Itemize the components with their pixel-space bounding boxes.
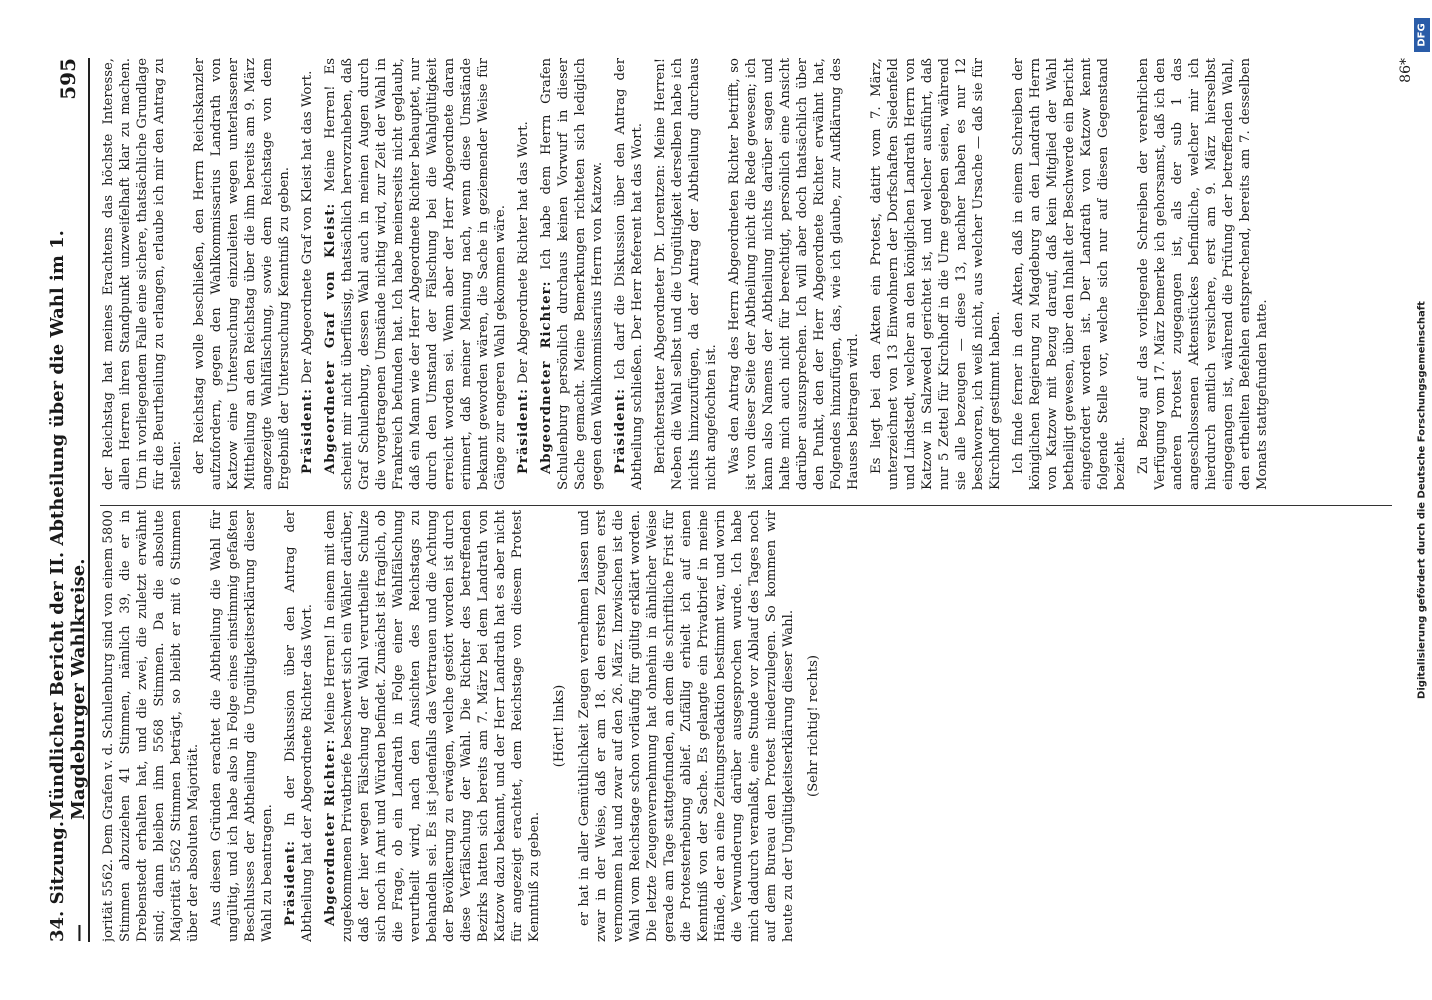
paragraph-text: Der Abgeordnete Richter hat das Wort.: [516, 121, 531, 384]
speaker-label: Abgeordneter Graf von Kleist:: [323, 202, 338, 474]
page-title: Mündlicher Bericht der II. Abtheilung über die Wahl im 1. Magdeburger Wahlkreise.: [47, 230, 89, 821]
signature-mark: 86*: [1398, 58, 1414, 83]
credit-text: Digitalisierung gefördert durch die Deutsche Forschungsgemeinschaft: [1416, 301, 1428, 699]
speaker-label: Präsident:: [613, 387, 628, 474]
speaker-label: Abgeordneter Richter:: [539, 280, 554, 474]
paragraph: [299, 58, 316, 490]
paragraph: Aus diesen Gründen erachtet die Abtheilung die Wahl für ungültig, und ich habe also in Folge eines einstimmig gefaßten Beschlusses der Abtheilung die Ungültigkeitserklärung dieser Wahl zu beantragen.: [209, 510, 275, 942]
session-label: 34. Sitzung. —: [47, 821, 89, 942]
speaker-label: Präsident:: [283, 839, 298, 926]
quoted-letter: Zu Bezug auf das vorliegende Schreiben der verehrlichen Verfügung vom 17. März bemerke ich gehorsamst, daß ich den anderen Protest zugegangen ist, als der sub 1 das angeschlossenen Aktenstückes befindliche, welcher mir ich hierdurch amtlich versichere, erst am 9. März hierselbst eingegangen ist, während die Prüfung der betreffenden Wahl, den ertheilten Befehlen entsprechend, bereits am 7. desselben Monats stattgefunden hatte.: [1136, 58, 1270, 490]
paragraph-text: Ich darf die Diskussion über den Antrag der Abtheilung schließen. Der Herr Referent hat das Wort.: [613, 58, 645, 490]
digitization-credit: [1414, 20, 1430, 980]
paragraph-text: Meine Herren! Es scheint mir nicht überflüssig, thatsächlich hervorzuheben, daß Graf Schulenburg, dessen Wahl auch in meinen Augen durch die vorgetragenen Umstände nichtig wird, zur Zeit der Wahl in Frankreich befunden hat. Ich habe meinerseits nicht geglaubt, daß ein Mann wie der Herr Abgeordnete Richter behauptet, nur durch den Umstand der Fälschung bei die Wahlgültigkeit erreicht worden sei. Wenn aber der Herr Abgeordnete daran erinnert, daß meiner Meinung nach, wenn diese Umstände bekannt geworden wären, die Sache in geziemender Weise für Gänge zur engeren Wahl gekommen wäre.: [323, 58, 508, 490]
interjection: (Hört! links): [552, 684, 567, 768]
paragraph: [322, 510, 543, 942]
paragraph: [538, 58, 606, 490]
left-column: [100, 510, 1392, 942]
page-header: [48, 58, 90, 942]
speaker-label: Abgeordneter Richter:: [323, 738, 338, 926]
paragraph: jorität 5562. Dem Grafen v. d. Schulenburg sind von einem 5800 Stimmen abzuziehen 41 Stimmen, nämlich 39, die er in Drebenstedt erhalten hat, und die zwei, die zuletzt erwähnt sind; dann bleiben ihm 5568 Stimmen. Da die absolute Majorität 5562 Stimmen beträgt, so bleibt er mit 6 Stimmen über der absoluten Majorität.: [101, 510, 201, 942]
paragraph-text: In der Diskussion über den Antrag der Abtheilung hat der Abgeordnete Richter das Wort.: [283, 510, 315, 942]
dfg-logo-text: DFG: [1416, 23, 1428, 47]
paragraph: [612, 58, 646, 490]
paragraph-text: Ich habe dem Herrn Grafen Schulenburg persönlich durchaus keinen Vorwurf in dieser Sache gemacht. Meine Bemerkungen richteten sich lediglich gegen den Wahlkommissarius Herrn von Katzow.: [539, 58, 605, 490]
right-column: [100, 58, 1392, 490]
dfg-logo: [1414, 18, 1430, 52]
paragraph: Was den Antrag des Herrn Abgeordneten Richter betrifft, so ist von dieser Seite der Abtheilung nicht die Rede gewesen; ich kann also Namens der Abtheilung nichts darüber sagen und halte mich auch nicht für berechtigt, persönlich eine Ansicht darüber auszusprechen. Ich will aber doch thatsächlich über den Punkt, den der Herr Abgeordnete Richter erwähnt hat, Folgendes hinzufügen, das, wie ich glaube, zur Aufklärung des Hauses beitragen wird.: [727, 58, 861, 490]
paragraph-text: Der Abgeordnete Graf von Kleist hat das Wort.: [300, 70, 315, 384]
paragraph: [282, 510, 316, 942]
paragraph-text: Meine Herren! In einem mit dem zugekommenen Privatbriefe beschwert sich ein Wähler darüber, daß der hier wegen Fälschung der Wahl verurtheilte Schulze sich noch in Amt und Würden befindet. Zunächst ist fraglich, ob die Frage, ob ein Landrath in Folge einer Wahlfälschung verurtheilt wird, nach den Ansichten des Reichstags zu behandeln sei. Es ist jedenfalls das Vertrauen und die Achtung der Bevölkerung zu erwägen, welche gestört worden ist durch diese Verfälschung der Wahl. Die Richter des betreffenden Bezirks hatten sich bereits am 7. März bei dem Landrath von Katzow dazu bekannt, und der Herr Landrath hat es aber nicht für angezeigt erachtet, dem Reichstage von diesem Protest Kenntniß zu geben.: [323, 510, 542, 942]
paragraph: Berichterstatter Abgeordneter Dr. Lorentzen: Meine Herren! Neben die Wahl selbst und die Ungültigkeit derselben habe ich nichts hinzuzufügen, da der Antrag der Abtheilung durchaus nicht angefochten ist.: [653, 58, 719, 490]
speaker-label: Präsident:: [516, 387, 531, 474]
paragraph: er hat in aller Gemüthlichkeit Zeugen vernehmen lassen und zwar in der Weise, daß er am 18. den ersten Zeugen erst vernommen hat und zwar auf den 26. März. Inzwischen ist die Wahl vom Reichstage schon vorläufig für gültig erklärt worden. Die letzte Zeugenvernehmung hat ohnehin in ähnlicher Weise gerade am Tage stattgefunden, an dem die schriftliche Frist für die Protesterhebung ablief. Zufällig erhielt ich auf einen Kenntniß von der Sache. Es gelangte ein Privatbrief in meine Hände, der an eine Zeitungsredaktion bestimmt war, und worin die Verwunderung darüber ausgesprochen wurde. Ich habe mich dadurch veranlaßt, eine Stunde vor Ablauf des Tages noch auf dem Bureau den Protest niederzulegen. So kommen wir heute zu der Ungültigkeitserklärung dieser Wahl.: [577, 510, 796, 942]
page-number: 595: [56, 58, 80, 100]
paragraph: Ich finde ferner in den Akten, daß in einem Schreiben der königlichen Regierung zu Magdeburg an den Landrath Herrn von Katzow mit Bezug darauf, daß kein Mitglied der Wahl betheiligt gewesen, über den Inhalt der Beschwerde ein Bericht eingefordert worden ist. Der Landrath von Katzow kennt folgende Stelle vor, welche sich nur auf diesen Gegenstand bezieht.: [1011, 58, 1128, 490]
paragraph: Es liegt bei den Akten ein Protest, datirt vom 7. März, unterzeichnet von 13 Einwohnern der Dorfschaften Siedenfeld und Lindstedt, welcher an den königlichen Landrath Herrn von Katzow in Salzwedel gerichtet ist, und welcher ausführt, daß nur 5 Zettel für Kirchhoff in die Urne gegeben seien, während sie alle bezeugen — diese 13, nachher haben es nur 12 beschworen, ich weiß nicht, aus welcher Ursache — daß sie für Kirchhoff gestimmt haben.: [869, 58, 1003, 490]
interjection: (Sehr richtig! rechts): [806, 654, 821, 798]
motion-text: der Reichstag wolle beschließen, den Herrn Reichskanzler aufzufordern, gegen den Wahlkommissarius Landrath von Katzow eine Untersuchung einzuleiten wegen unterlassener Mittheilung an den Reichstag über die ihm bereits am 9. März angezeigte Wahlfälschung, sowie dem Reichstage von dem Ergebniß der Untersuchung Kenntniß zu geben.: [192, 58, 292, 490]
paragraph: [515, 58, 532, 490]
paragraph: der Reichstag hat meines Erachtens das höchste Interesse, allen Herren ihren Standpunkt unzweifelhaft klar zu machen. Um in vorliegendem Falle eine sichere, thatsächliche Grundlage für die Beurtheilung zu erlangen, erlaube ich mir den Antrag zu stellen:: [101, 58, 184, 490]
column-divider: [100, 505, 1392, 506]
paragraph: [322, 58, 509, 490]
speaker-label: Präsident:: [300, 387, 315, 474]
